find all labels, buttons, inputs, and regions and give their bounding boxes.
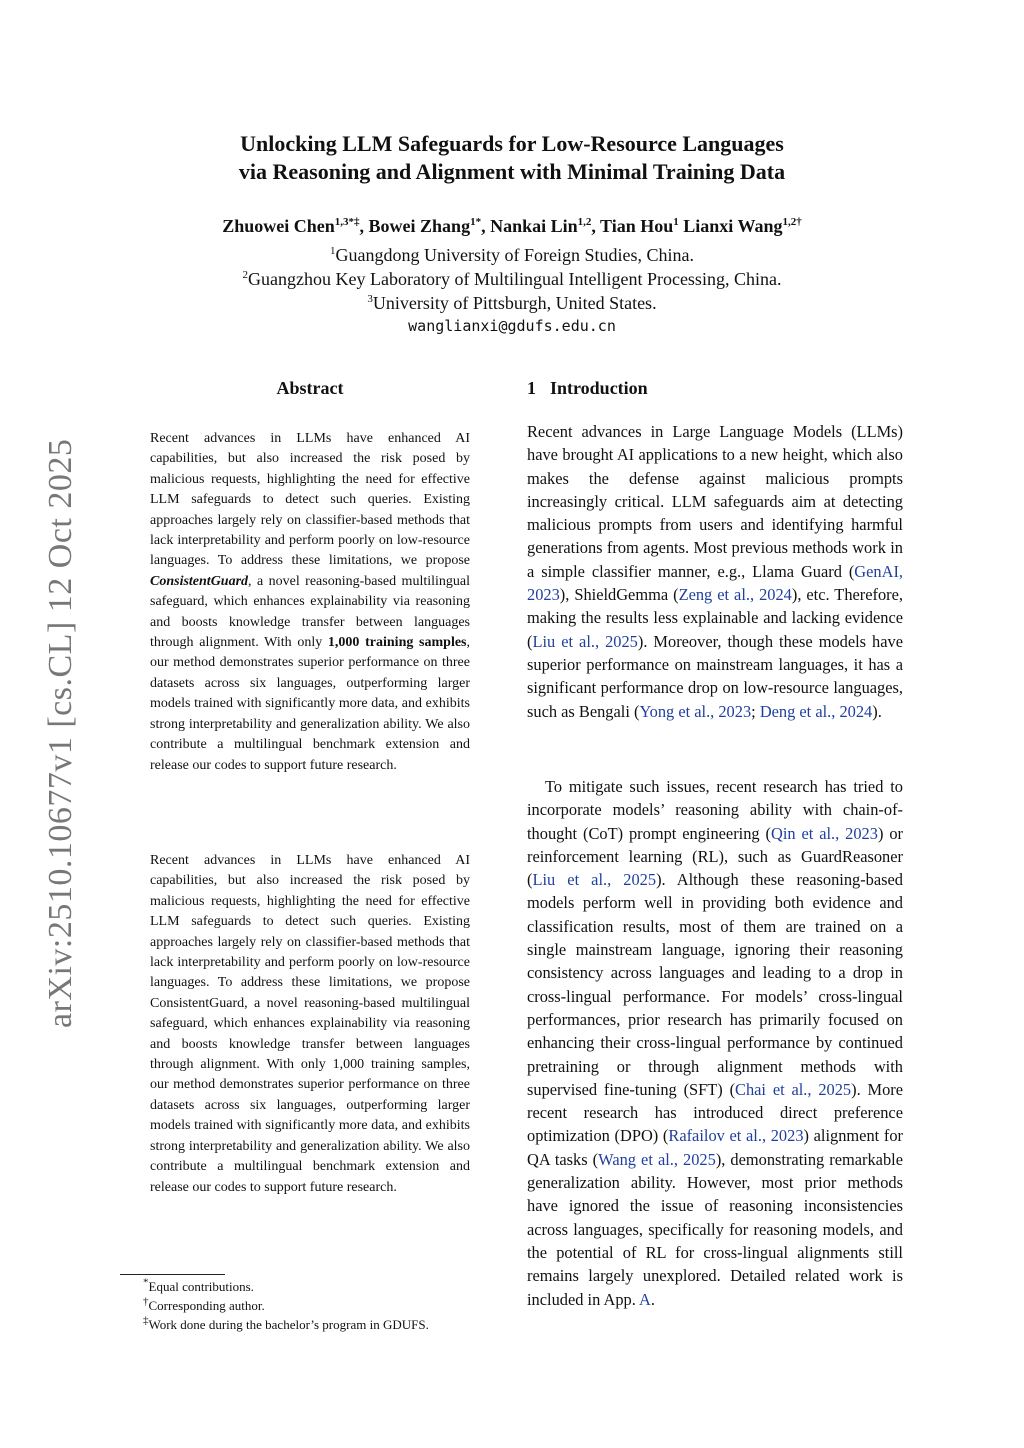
citation-link[interactable]: Zeng et al., 2024 bbox=[678, 585, 792, 605]
author-affil-marks: 1,3*‡ bbox=[334, 216, 360, 228]
author-list bbox=[112, 214, 912, 238]
title-line-1: Unlocking LLM Safeguards for Low-Resource Languages bbox=[240, 131, 784, 156]
title-line-2: via Reasoning and Alignment with Minimal Training Data bbox=[238, 159, 786, 184]
citation-link[interactable]: Liu et al., 2025 bbox=[532, 870, 657, 890]
affiliation-2 bbox=[112, 267, 912, 291]
appendix-link[interactable]: A bbox=[639, 1289, 651, 1309]
method-name: ConsistentGuard bbox=[150, 573, 249, 589]
footnote-corresponding-author: †Corresponding author. bbox=[143, 1295, 265, 1313]
footnote-equal-contribution: *Equal contributions. bbox=[143, 1276, 254, 1294]
author-name: , Bowei Zhang bbox=[359, 216, 471, 236]
author-affil-marks: 1,2† bbox=[782, 216, 802, 228]
abstract-heading: Abstract bbox=[276, 378, 344, 398]
citation-link[interactable]: Rafailov et al., 2023 bbox=[668, 1126, 804, 1146]
paper-title bbox=[112, 130, 912, 186]
citation-link[interactable]: Liu et al., 2025 bbox=[532, 631, 638, 651]
author-affil-marks: 1,2 bbox=[577, 216, 592, 228]
affiliation-mark: 1 bbox=[330, 245, 336, 257]
citation-link[interactable]: Chai et al., 2025 bbox=[735, 1079, 852, 1099]
affiliation-text: Guangzhou Key Laboratory of Multilingual Intelligent Processing, China. bbox=[248, 269, 782, 289]
author-affil-marks: 1 bbox=[673, 216, 679, 228]
author-name: , Tian Hou bbox=[591, 216, 674, 236]
citation-link[interactable]: Wang et al., 2025 bbox=[598, 1149, 716, 1169]
contact-email[interactable]: wanglianxi@gdufs.edu.cn bbox=[408, 317, 616, 335]
abstract-paragraph-1: Recent advances in LLMs have enhanced AI capabilities, but also increased the risk posed by malicious requests, highlighting the need for effective LLM safeguards to detect such queries. Existing approaches largely rely on classifier-based methods that lack interpretability and perform poorly on low-resource languages. To address these limitations, we propose ConsistentGuard, a novel reasoning-based multilingual safeguard, which enhances explainability via reasoning and boosts knowledge transfer between languages through alignment. With only 1,000 training samples, our method demonstrates superior performance on three datasets across six languages, outperforming larger models trained with significantly more data, and exhibits strong interpretability and generalization ability. We also contribute a multilingual benchmark extension and release our codes to support future research. bbox=[150, 431, 470, 773]
citation-link[interactable]: Yong et al., 2023 bbox=[639, 701, 752, 721]
affiliation-mark: 3 bbox=[367, 293, 373, 305]
intro-paragraph-2: To mitigate such issues, recent research has tried to incorporate models’ reasoning ability with chain-of-thought (CoT) prompt engineering (Qin et al., 2023) or reinforcement learning (RL), such as GuardReasoner (Liu et al., 2025). Although these reasoning-based models perform well in providing both evidence and classification results, most of them are trained on a single mainstream language, ignoring their reasoning consistency across languages and leading to a drop in cross-lingual performance. For models’ cross-lingual performances, prior research has primarily focused on enhancing their cross-lingual performance by continued pretraining or through alignment methods with supervised fine-tuning (SFT) (Chai et al., 2025). More recent research has introduced direct preference optimization (DPO) (Rafailov et al., 2023) alignment for QA tasks (Wang et al., 2025), demonstrating remarkable generalization ability. However, most prior methods have ignored the issue of reasoning inconsistencies across languages, specifically for reasoning models, and the potential of RL for cross-lingual alignments still remains largely unexplored. Detailed related work is included in App. A. bbox=[527, 777, 903, 1309]
affiliation-text: Guangdong University of Foreign Studies, China. bbox=[335, 245, 694, 265]
training-size-emphasis: 1,000 training samples bbox=[327, 635, 467, 651]
author-name: Zhuowei Chen bbox=[222, 216, 335, 236]
affiliation-mark: 2 bbox=[242, 269, 249, 281]
affiliation-3 bbox=[112, 291, 912, 315]
citation-link[interactable]: Deng et al., 2024 bbox=[759, 701, 873, 721]
intro-paragraph-1: Recent advances in Large Language Models (LLMs) have brought AI applications to a new height, which also makes the defense against malicious prompts increasingly critical. LLM safeguards aim at detecting malicious prompts from users and identifying harmful generations from agents. Most previous methods work in a simple classifier manner, e.g., Llama Guard (GenAI, 2023), ShieldGemma (Zeng et al., 2024), etc. Therefore, making the results less explainable and lacking evidence (Liu et al., 2025). Moreover, though these models have superior performance on mainstream languages, it has a significant performance drop on low-resource languages, such as Bengali (Yong et al., 2023; Deng et al., 2024). bbox=[527, 422, 904, 721]
author-affil-marks: 1* bbox=[470, 216, 482, 228]
author-name: Lianxi Wang bbox=[678, 216, 783, 236]
citation-link[interactable]: Qin et al., 2023 bbox=[770, 823, 878, 843]
footnote-work-note: ‡Work done during the bachelor’s program in GDUFS. bbox=[143, 1314, 429, 1332]
footnote-divider bbox=[120, 1274, 225, 1275]
section-heading-introduction: 1 Introduction bbox=[527, 378, 648, 398]
affiliation-text: University of Pittsburgh, United States. bbox=[372, 293, 657, 313]
arxiv-identifier: arXiv:2510.10677v1 [cs.CL] 12 Oct 2025 bbox=[42, 438, 79, 1028]
abstract-paragraph-2: Recent advances in LLMs have enhanced AI capabilities, but also increased the risk posed by malicious requests, highlighting the need for effective LLM safeguards to detect such queries. Existing approaches largely rely on classifier-based methods that lack interpretability and perform poorly on low-resource languages. To address these limitations, we propose ConsistentGuard, a novel reasoning-based multilingual safeguard, which enhances explainability via reasoning and boosts knowledge transfer between languages through alignment. With only 1,000 training samples, our method demonstrates superior performance on three datasets across six languages, outperforming larger models trained with significantly more data, and exhibits strong interpretability and generalization ability. We also contribute a multilingual benchmark extension and release our codes to support future research. bbox=[150, 853, 470, 1195]
citation-link[interactable]: GenAI, 2023 bbox=[527, 561, 903, 605]
author-name: , Nankai Lin bbox=[481, 216, 578, 236]
affiliation-1 bbox=[112, 243, 912, 267]
